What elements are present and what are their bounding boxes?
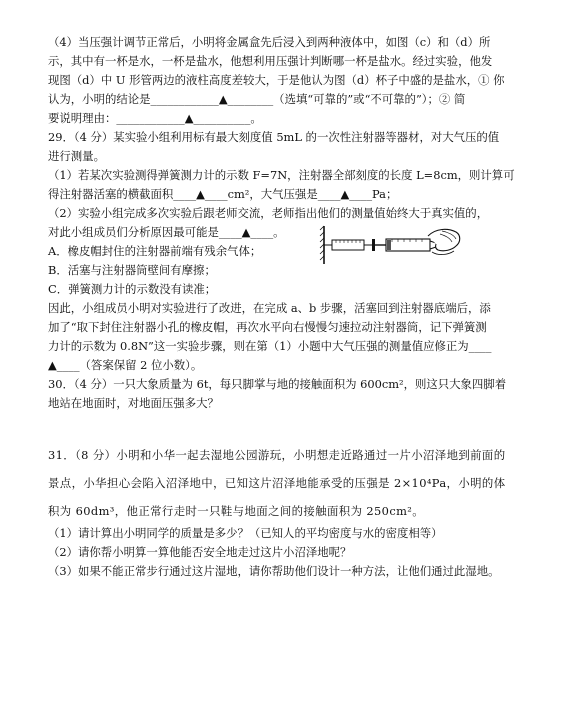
q29-line-4: 得注射器活塞的横截面积____▲____cm²，大气压强是____▲____Pa； — [48, 187, 398, 201]
q28-line-1: （4）当压强计调节正常后，小明将金属盒先后浸入到两种液体中，如图（c）和（d）所 — [48, 35, 491, 49]
q30-line-2: 地站在地面时，对地面压强多大？ — [48, 396, 219, 410]
q29-line-6: 对此小组成员们分析原因最可能是____▲____。 — [48, 225, 285, 239]
q29-option-b: B．活塞与注射器筒壁间有摩擦； — [48, 263, 216, 277]
q28-line-4: 认为，小明的结论是____________▲________（选填“可靠的”或“不可靠的”）；② 简 — [48, 92, 466, 106]
syringe-spring-scale-icon — [318, 222, 463, 268]
q29-line-10: ▲____（答案保留 2 位小数）。 — [48, 358, 203, 372]
q29-line-1: 29．（4 分）某实验小组利用标有最大刻度值 5mL 的一次性注射器等器材，对大气压的值 — [48, 130, 500, 144]
q31-subquestion-1: （1）请计算出小明同学的质量是多少？（已知人的平均密度与水的密度相等） — [48, 526, 443, 540]
q28-line-3: 现图（d）中 U 形管两边的液柱高度差较大，于是他认为图（d）杯子中盛的是盐水，① 你 — [48, 73, 505, 87]
q31-subquestion-3: （3）如果不能正常步行通过这片湿地，请你帮助他们设计一种方法，让他们通过此湿地。 — [48, 564, 500, 578]
q31-subquestion-2: （2）请你帮小明算一算他能否安全地走过这片小沼泽地呢？ — [48, 545, 352, 559]
q30-line-1: 30．（4 分）一只大象质量为 6t，每只脚掌与地的接触面积为 600cm²，则这只大象四脚着 — [48, 377, 507, 391]
q29-line-7: 因此，小组成员小明对实验进行了改进，在完成 a、b 步骤，活塞回到注射器底端后，添 — [48, 301, 491, 315]
q29-line-8: 加了“取下封住注射器小孔的橡皮帽，再次水平向右慢慢匀速拉动注射器筒，记下弹簧测 — [48, 320, 487, 334]
q29-line-5: （2）实验小组完成多次实验后跟老师交流，老师指出他们的测量值始终大于真实值的， — [48, 206, 489, 220]
q29-line-9: 力计的示数为 0.8N”这一实验步骤，则在第（1）小题中大气压强的测量值应修正为____ — [48, 339, 492, 353]
q28-line-5: 要说明理由：____________▲__________。 — [48, 111, 262, 125]
q31-line-1: 31．（8 分）小明和小华一起去湿地公园游玩，小明想走近路通过一片小沼泽地到前面的 — [48, 448, 506, 462]
q29-option-c: C．弹簧测力计的示数没有读准； — [48, 282, 217, 296]
q28-line-2: 示，其中有一杯是水，一杯是盐水，他想利用压强计判断哪一杯是盐水。经过实验，他发 — [48, 54, 493, 68]
q29-option-a: A．橡皮帽封住的注射器前端有残余气体； — [48, 244, 262, 258]
q29-line-2: 进行测量。 — [48, 149, 105, 163]
q29-line-3: （1）若某次实验测得弹簧测力计的示数 F=7N，注射器全部刻度的长度 L=8cm，则计算可 — [48, 168, 515, 182]
q31-line-2: 景点，小华担心会陷入沼泽地中，已知这片沼泽地能承受的压强是 2×10⁴Pa，小明的体 — [48, 476, 506, 490]
q31-line-3: 积为 60dm³，他正常行走时一只鞋与地面之间的接触面积为 250cm²。 — [48, 504, 425, 518]
